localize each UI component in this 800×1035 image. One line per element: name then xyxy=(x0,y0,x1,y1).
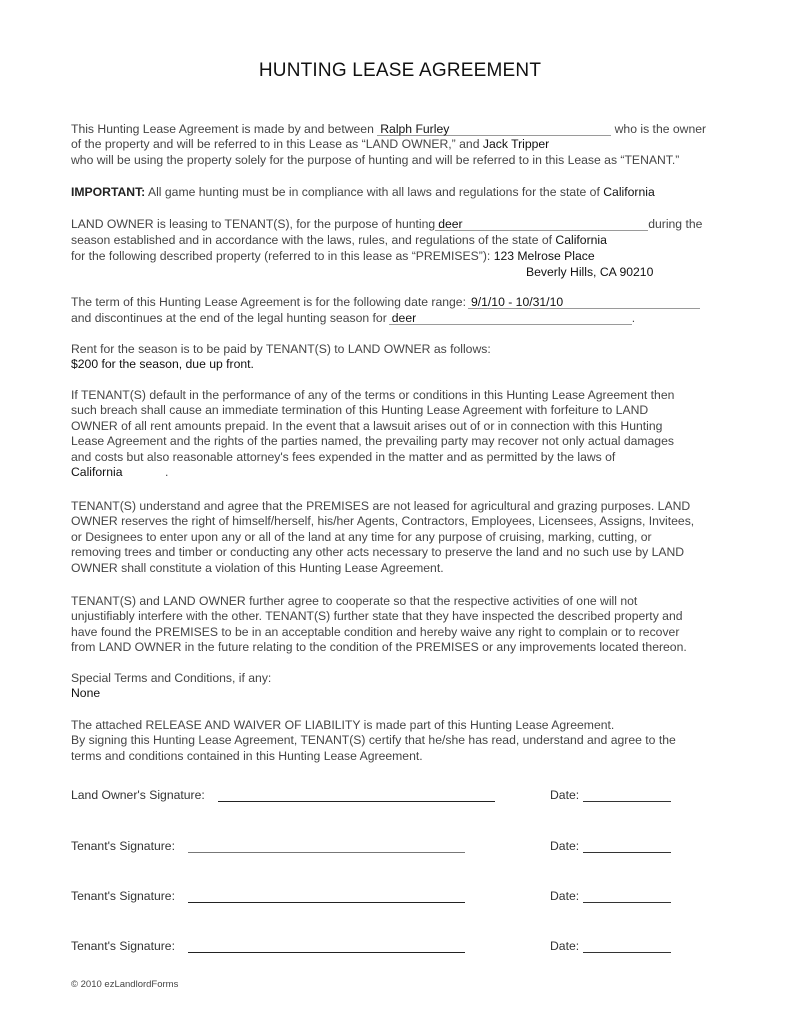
default-clause-line: and costs but also reasonable attorney's fees expended in the matter and as permitted by the laws of xyxy=(71,449,616,464)
land-owner-date-line[interactable] xyxy=(583,801,671,802)
default-clause-line: If TENANT(S) default in the performance of any of the terms or conditions in this Hunting Lease Agreement then xyxy=(71,388,675,402)
cooperate-clause xyxy=(71,594,741,656)
special-terms-label: Special Terms and Conditions, if any: xyxy=(71,671,272,685)
term-line-1 xyxy=(71,295,700,311)
premises-clause-line: or Designees to enter upon any or all of the land at any time for any purpose of cruising, marking, cutting, or xyxy=(71,529,652,544)
default-clause-line: such breach shall cause an immediate termination of this Hunting Lease Agreement with forfeiture to LAND xyxy=(71,403,649,418)
term-text-2: and discontinues at the end of the legal hunting season for xyxy=(71,311,387,325)
cooperate-clause-line: have found the PREMISES to be in an acceptable condition and hereby waive any right to complain or to recover xyxy=(71,624,680,639)
cooperate-clause-line: from LAND OWNER in the future relating to the condition of the PREMISES or any improvements located thereon. xyxy=(71,640,687,655)
address-line-2-field[interactable]: Beverly Hills, CA 90210 xyxy=(526,265,654,279)
tenant-date-line-3[interactable] xyxy=(583,952,671,953)
date-label: Date: xyxy=(550,939,580,953)
leasing-line-3 xyxy=(71,249,595,265)
intro-line-2 xyxy=(71,137,549,153)
waiver-line: terms and conditions contained in this Hunting Lease Agreement. xyxy=(71,748,423,763)
date-label: Date: xyxy=(550,839,580,853)
intro-line-3: who will be using the property solely for the purpose of hunting and will be referred to in this Lease as “TENANT.” xyxy=(71,153,680,167)
important-notice xyxy=(71,185,655,201)
default-clause xyxy=(71,388,741,480)
leasing-line-2 xyxy=(71,233,607,249)
intro-line-1 xyxy=(71,122,706,138)
signature-label: Tenant's Signature: xyxy=(71,939,175,953)
cooperate-clause-line: unjustifiably interfere with the other. TENANT(S) further state that they have inspected the described property and xyxy=(71,609,683,624)
tenant-signature-line-2[interactable] xyxy=(188,902,465,903)
waiver-line: The attached RELEASE AND WAIVER OF LIABILITY is made part of this Hunting Lease Agreement. xyxy=(71,718,615,732)
intro-text: This Hunting Lease Agreement is made by and between xyxy=(71,122,374,136)
leasing-text-2: season established and in accordance with the laws, rules, and regulations of the state of xyxy=(71,233,553,247)
intro-text-2: of the property and will be referred to in this Lease as “LAND OWNER,” and xyxy=(71,137,480,151)
default-clause-line: Lease Agreement and the rights of the parties named, the prevailing party may recover not only actual damages xyxy=(71,434,674,449)
tenant-date-line-2[interactable] xyxy=(583,902,671,903)
copyright-footer: © 2010 ezLandlordForms xyxy=(71,979,179,990)
premises-clause-line: TENANT(S) understand and agree that the PREMISES are not leased for agricultural and grazing purposes. LAND xyxy=(71,499,691,513)
premises-clause-line: OWNER shall constitute a violation of this Hunting Lease Agreement. xyxy=(71,560,444,575)
tenant-signature-line-3[interactable] xyxy=(188,952,465,953)
term-line-2 xyxy=(71,311,635,327)
land-owner-signature-line[interactable] xyxy=(218,801,495,802)
important-text: All game hunting must be in compliance with all laws and regulations for the state of xyxy=(147,185,600,199)
leasing-text-3: for the following described property (referred to in this lease as “PREMISES”): xyxy=(71,249,491,263)
default-state-field[interactable]: California xyxy=(71,465,123,480)
important-label: IMPORTANT: xyxy=(71,185,146,199)
leasing-text: LAND OWNER is leasing to TENANT(S), for the purpose of hunting xyxy=(71,217,436,231)
rent-value-field[interactable]: $200 for the season, due up front. xyxy=(71,357,254,371)
date-label: Date: xyxy=(550,889,580,903)
rent-label: Rent for the season is to be paid by TENANT(S) to LAND OWNER as follows: xyxy=(71,342,491,356)
date-range-field[interactable]: 9/1/10 - 10/31/10 xyxy=(468,295,700,309)
waiver-line: By signing this Hunting Lease Agreement, TENANT(S) certify that he/she has read, understand and agree to the xyxy=(71,733,676,748)
tenant-date-line-1[interactable] xyxy=(583,852,671,853)
default-clause-line: OWNER of all rent amounts prepaid. In the event that a lawsuit arises out of or in connection with this Hunting xyxy=(71,418,663,433)
game-field[interactable]: deer xyxy=(435,217,648,231)
leasing-line-1 xyxy=(71,217,702,233)
leasing-text-post: during the xyxy=(648,217,703,231)
premises-clause-line: removing trees and timber or conducting any other acts necessary to preserve the land and no such use by LAND xyxy=(71,545,685,560)
tenant-signature-line-1[interactable] xyxy=(188,852,465,853)
special-terms-field[interactable]: None xyxy=(71,686,101,700)
premises-clause-line: OWNER reserves the right of himself/herself, his/her Agents, Contractors, Employees, Licensees, Assigns, Invitees, xyxy=(71,514,695,529)
address-line-1-field[interactable]: 123 Melrose Place xyxy=(493,249,595,263)
document-title: HUNTING LEASE AGREEMENT xyxy=(258,60,542,81)
premises-clause xyxy=(71,499,741,576)
season-game-field[interactable]: deer xyxy=(389,311,632,325)
signature-label: Tenant's Signature: xyxy=(71,889,175,903)
important-state-field[interactable]: California xyxy=(603,185,655,199)
cooperate-clause-line: TENANT(S) and LAND OWNER further agree to cooperate so that the respective activities of one will not xyxy=(71,594,638,608)
land-owner-name-field[interactable]: Ralph Furley xyxy=(377,122,611,136)
date-label: Date: xyxy=(550,788,580,802)
term-period: . xyxy=(631,311,636,325)
waiver-clause xyxy=(71,718,741,764)
signature-label: Land Owner's Signature: xyxy=(71,788,205,802)
tenant-name-field[interactable]: Jack Tripper xyxy=(482,137,550,151)
signature-label: Tenant's Signature: xyxy=(71,839,175,853)
leasing-state-field[interactable]: California xyxy=(555,233,607,247)
default-clause-last-line xyxy=(71,465,741,480)
intro-text-owner: who is the owner xyxy=(614,122,707,136)
default-clause-period: . xyxy=(165,465,169,480)
term-text: The term of this Hunting Lease Agreement is for the following date range: xyxy=(71,295,466,309)
